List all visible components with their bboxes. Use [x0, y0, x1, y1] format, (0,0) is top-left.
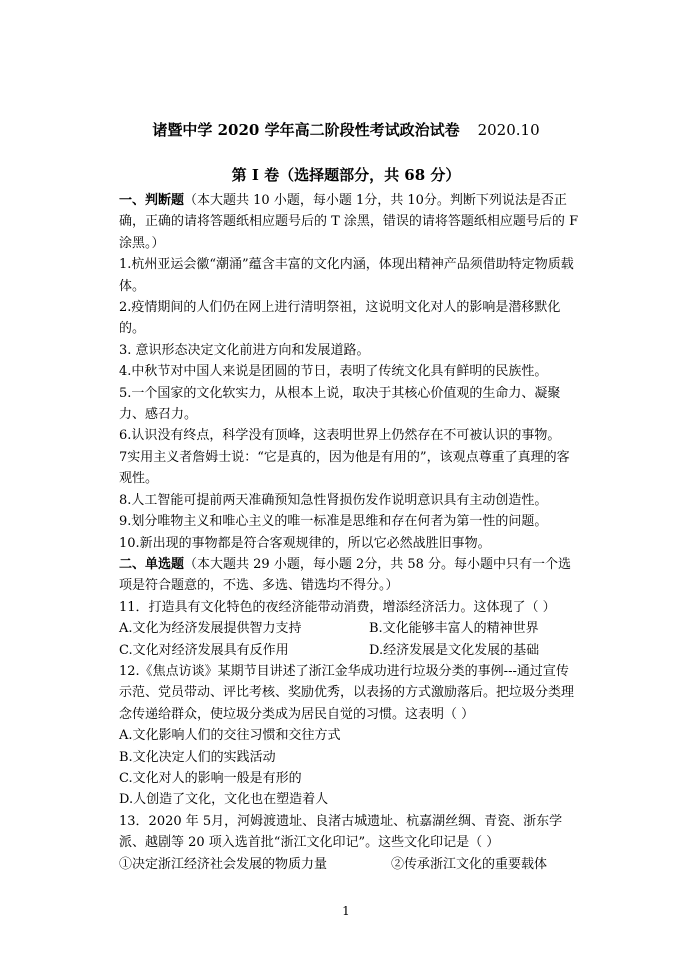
exam-title-row: [0, 120, 692, 140]
part2-instruction: （本大题共 29 小题，每小题 2分，共 58 分。每小题中只有一个选项是符合题意的，不选、多选、错选均不得分。）: [119, 556, 572, 594]
judgment-item-1: 1.杭州亚运会徽“潮涌”蕴含丰富的文化内涵，体现出精神产品须借助特定物质载体。: [119, 257, 574, 294]
judgment-item-8: 8.人工智能可提前两天准确预知急性肾损伤发作说明意识具有主动创造性。: [119, 492, 548, 508]
page-number: 1: [342, 904, 350, 918]
question-12-option-c: C.文化对人的影响一般是有形的: [119, 770, 302, 786]
question-12-option-a: A.文化影响人们的交往习惯和交往方式: [119, 728, 341, 744]
judgment-item-6: 6.认识没有终点，科学没有顶峰，这表明世界上仍然存在不可被认识的事物。: [119, 428, 561, 444]
question-11-options-cd: [119, 640, 579, 661]
question-13-options: [119, 854, 579, 875]
question-12-option-b: B.文化决定人们的实践活动: [119, 749, 276, 765]
judgment-item-9: 9.划分唯物主义和唯心主义的唯一标准是思维和存在何者为第一性的问题。: [119, 514, 548, 530]
question-12-stem: 12.《焦点访谈》某期节目讲述了浙江金华成功进行垃圾分类的事例---通过宣传示范、党员带动、评比考核、奖励优秀，以表扬的方式激励落后。把垃圾分类理念传递给群众，使垃圾分类成为居民自觉的习惯。这表明（ ）: [119, 663, 575, 722]
judgment-item-10: 10.新出现的事物都是符合客观规律的，所以它必然战胜旧事物。: [119, 535, 491, 551]
part1-intro: [119, 190, 579, 254]
question-13-option-1: ①决定浙江经济社会发展的物质力量: [119, 856, 328, 872]
section-title: 第 I 卷（选择题部分，共 68 分）: [231, 166, 461, 184]
exam-date: 2020.10: [477, 121, 540, 139]
part2-intro: [119, 554, 579, 597]
part1-instruction: （本大题共 10 小题，每小题 1分，共 10分。判断下列说法是否正确，正确的请将答题纸相应题号后的 T 涂黑，错误的请将答题纸相应题号后的 F 涂黑。）: [119, 193, 579, 251]
question-11-options-ab: [119, 618, 579, 639]
exam-title: 诸暨中学 2020 学年高二阶段性考试政治试卷: [152, 121, 460, 139]
judgment-item-3: 3. 意识形态决定文化前进方向和发展道路。: [119, 342, 370, 358]
judgment-item-5: 5.一个国家的文化软实力，从根本上说，取决于其核心价值观的生命力、凝聚力、感召力。: [119, 385, 561, 423]
judgment-item-7: 7实用主义者詹姆士说：“它是真的，因为他是有用的”，该观点尊重了真理的客观性。: [119, 449, 570, 487]
judgment-item-4: 4.中秋节对中国人来说是团圆的节日，表明了传统文化具有鲜明的民族性。: [119, 364, 548, 380]
question-12-option-d: D.人创造了文化，文化也在塑造着人: [119, 792, 329, 808]
question-11-option-a: A.文化为经济发展提供智力支持: [119, 621, 302, 637]
question-13-stem: 13．2020 年 5月，河姆渡遗址、良渚古城遗址、杭嘉湖丝绸、青瓷、浙东学派、越剧等 20 项入选首批“浙江文化印记”。这些文化印记是（ ）: [119, 813, 563, 851]
question-11-option-d: D.经济发展是文化发展的基础: [369, 642, 540, 658]
exam-content: [119, 190, 579, 875]
part2-heading: 二、单选题: [119, 556, 185, 572]
question-11-option-b: B.文化能够丰富人的精神世界: [369, 621, 539, 637]
question-13-option-2: ②传承浙江文化的重要载体: [391, 856, 548, 872]
question-11-option-c: C.文化对经济发展具有反作用: [119, 642, 289, 658]
question-11-stem: 11．打造具有文化特色的夜经济能带动消费，增添经济活力。这体现了（ ）: [119, 599, 556, 615]
judgment-item-2: 2.疫情期间的人们仍在网上进行清明祭祖，这说明文化对人的影响是潜移默化的。: [119, 300, 561, 337]
part1-heading: 一、判断题: [119, 193, 185, 208]
